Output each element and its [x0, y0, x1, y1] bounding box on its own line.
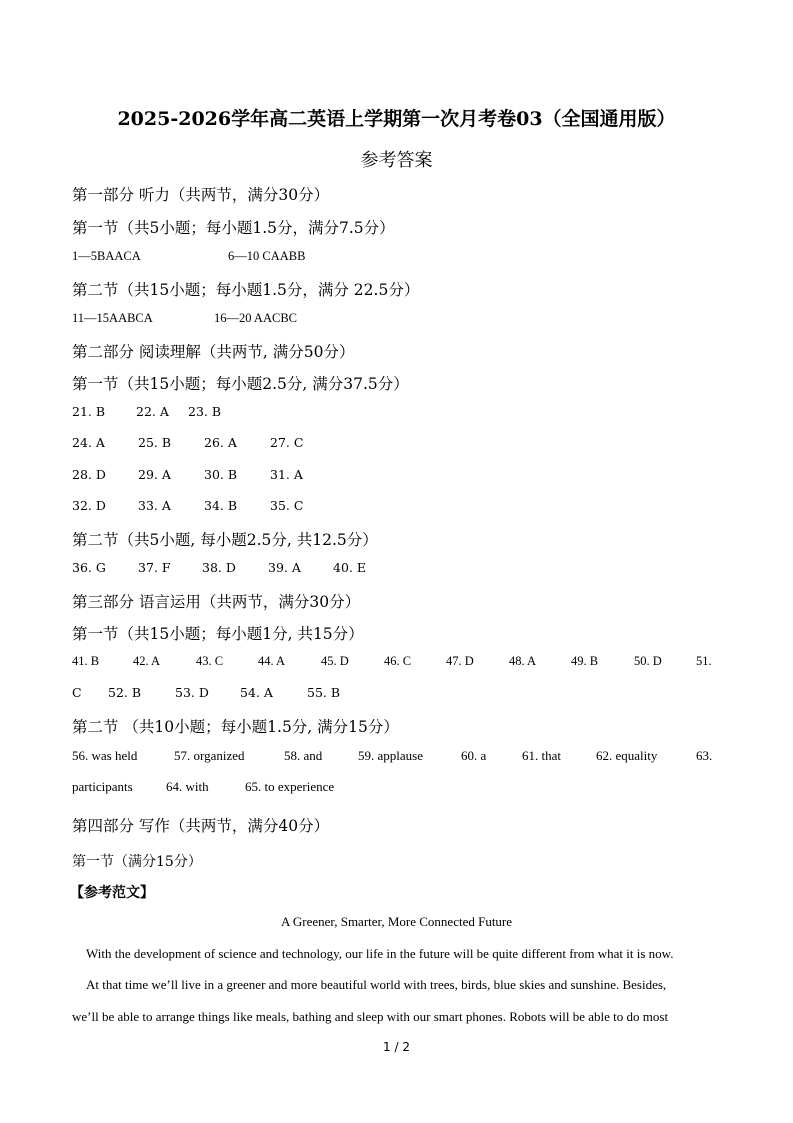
essay-line-1: With the development of science and technology, our life in the future will be quite different from what it is now.	[86, 946, 674, 961]
part1-sec1-answer-b: 6—10 CAABB	[228, 249, 306, 263]
answer-47: 47. D	[446, 654, 474, 668]
answer-51-number: 51.	[696, 654, 712, 668]
answer-27: 27. C	[270, 435, 304, 450]
part2-sec1-heading: 第一节（共15小题；每小题2.5分, 满分37.5分）	[72, 375, 409, 393]
answer-40: 40. E	[333, 560, 366, 575]
answer-50: 50. D	[634, 654, 662, 668]
part2-sec2-heading: 第二节（共5小题, 每小题2.5分, 共12.5分）	[72, 531, 378, 549]
answer-43: 43. C	[196, 654, 224, 668]
answer-35: 35. C	[270, 498, 304, 513]
answer-52: 52. B	[108, 685, 142, 700]
answer-63-number: 63.	[696, 748, 713, 763]
answer-48: 48. A	[509, 654, 537, 668]
part3-sec2-heading: 第二节 （共10小题；每小题1.5分, 满分15分）	[72, 718, 399, 736]
answer-30: 30. B	[204, 467, 238, 482]
page-subtitle: 参考答案	[360, 150, 433, 171]
part3-sec1-heading: 第一节（共15小题；每小题1分, 共15分）	[72, 625, 364, 643]
part4-heading: 第四部分 写作（共两节，满分40分）	[72, 817, 330, 835]
answer-29: 29. A	[138, 467, 171, 482]
answer-62: 62. equality	[596, 748, 658, 763]
essay-line-2: At that time we’ll live in a greener and more beautiful world with trees, birds, blue skies and sunshine. Besides,	[86, 977, 667, 992]
page-number: 1 / 2	[383, 1040, 410, 1054]
answer-32: 32. D	[72, 498, 106, 513]
answer-65: 65. to experience	[245, 779, 335, 794]
answer-36: 36. G	[72, 560, 106, 575]
answer-38: 38. D	[202, 560, 236, 575]
answer-45: 45. D	[321, 654, 349, 668]
answer-21: 21. B	[72, 404, 106, 419]
answer-59: 59. applause	[358, 748, 423, 763]
page-title: 2025-2026学年高二英语上学期第一次月考卷03（全国通用版）	[117, 108, 676, 130]
answer-34: 34. B	[204, 498, 238, 513]
answer-39: 39. A	[268, 560, 301, 575]
answer-44: 44. A	[258, 654, 286, 668]
answer-31: 31. A	[270, 467, 303, 482]
answer-24: 24. A	[72, 435, 105, 450]
answer-61: 61. that	[522, 748, 561, 763]
answer-41: 41. B	[72, 654, 100, 668]
answer-51-value: C	[72, 685, 82, 700]
answer-64: 64. with	[166, 779, 209, 794]
answer-26: 26. A	[204, 435, 237, 450]
answer-23: 23. B	[188, 404, 222, 419]
answer-55: 55. B	[307, 685, 341, 700]
part4-sec1-heading: 第一节（满分15分）	[72, 854, 202, 870]
answer-22: 22. A	[136, 404, 169, 419]
part1-heading: 第一部分 听力（共两节，满分30分）	[72, 186, 330, 204]
answer-33: 33. A	[138, 498, 171, 513]
part1-sec1-answer-a: 1—5BAACA	[72, 249, 141, 263]
part1-sec2-answer-b: 16—20 AACBC	[214, 311, 298, 325]
answer-53: 53. D	[175, 685, 209, 700]
part3-heading: 第三部分 语言运用（共两节，满分30分）	[72, 593, 361, 611]
part2-heading: 第二部分 阅读理解（共两节, 满分50分）	[72, 343, 355, 361]
part1-sec2-heading: 第二节（共15小题；每小题1.5分，满分 22.5分）	[72, 281, 420, 299]
part1-sec1-heading: 第一节（共5小题；每小题1.5分，满分7.5分）	[72, 219, 395, 237]
sample-essay-label: 【参考范文】	[70, 885, 154, 901]
answer-49: 49. B	[571, 654, 599, 668]
essay-title: A Greener, Smarter, More Connected Future	[280, 914, 513, 929]
answer-56: 56. was held	[72, 748, 138, 763]
answer-63-value: participants	[72, 779, 133, 794]
essay-line-3: we’ll be able to arrange things like meals, bathing and sleep with our smart phones. Robots will be able to do most	[72, 1009, 669, 1024]
answer-60: 60. a	[461, 748, 487, 763]
part1-sec2-answer-a: 11—15AABCA	[72, 311, 153, 325]
answer-42: 42. A	[133, 654, 161, 668]
answer-37: 37. F	[138, 560, 171, 575]
answer-25: 25. B	[138, 435, 172, 450]
answer-46: 46. C	[384, 654, 412, 668]
answer-58: 58. and	[284, 748, 323, 763]
answer-54: 54. A	[240, 685, 273, 700]
answer-28: 28. D	[72, 467, 106, 482]
answer-57: 57. organized	[174, 748, 245, 763]
